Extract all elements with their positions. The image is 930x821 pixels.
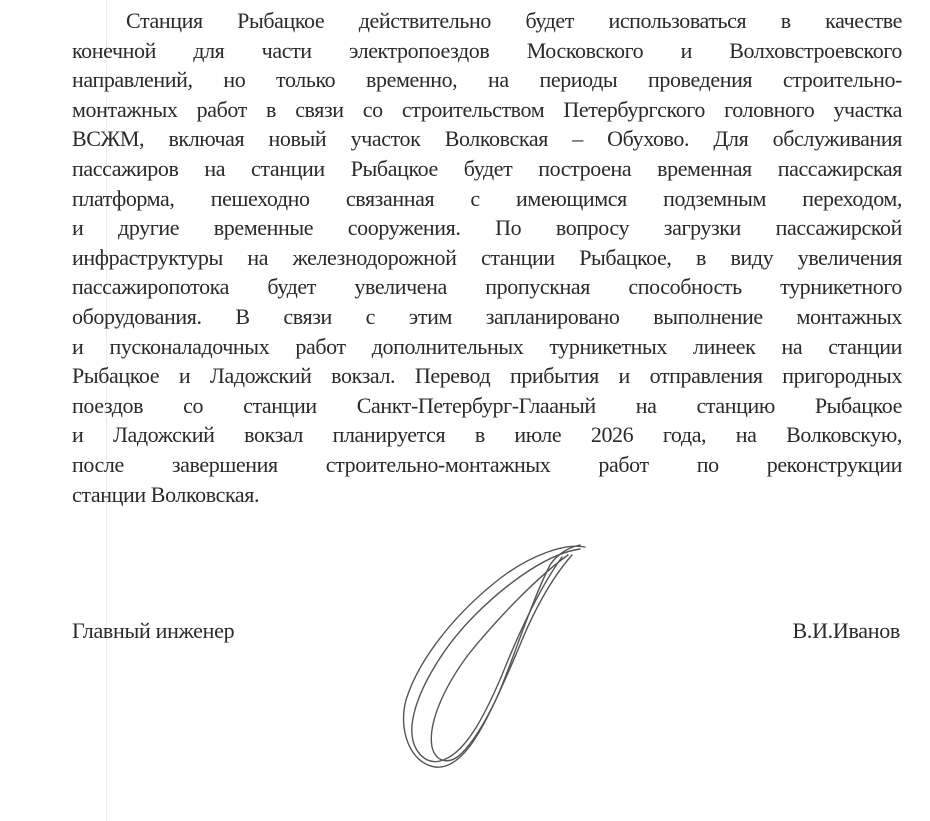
body-line: Станция Рыбацкое действительно будет использоваться в качестве [126, 8, 902, 33]
body-line: и пусконаладочных работ дополнительных турникетных линеек на станции [72, 333, 902, 359]
body-line: пассажиров на станции Рыбацкое будет построена временная пассажирская [72, 155, 902, 181]
signatory-name: В.И.Иванов [792, 618, 900, 643]
body-line: и Ладожский вокзал планируется в июле 2026 года, на Волковскую, [72, 422, 902, 448]
letter-body [72, 6, 902, 509]
body-line: конечной для части электропоездов Московского и Волховстроевского [72, 37, 902, 63]
body-line: направлений, но только временно, на периоды проведения строительно- [72, 67, 902, 93]
signatory-position: Главный инженер [72, 618, 235, 643]
body-line: ВСЖМ, включая новый участок Волковская – Обухово. Для обслуживания [72, 126, 902, 152]
body-line: станции Волковская. [72, 481, 260, 507]
body-line: после завершения строительно-монтажных работ по реконструкции [72, 451, 902, 477]
handwritten-signature [380, 535, 610, 775]
body-line: инфраструктуры на железнодорожной станции Рыбацкое, в виду увеличения [72, 244, 902, 270]
body-line: платформа, пешеходно связанная с имеющимся подземным переходом, [72, 185, 902, 211]
body-line: и другие временные сооружения. По вопросу загрузки пассажирской [72, 215, 902, 241]
body-line: оборудования. В связи с этим запланировано выполнение монтажных [72, 303, 902, 329]
body-line: поездов со станции Санкт-Петербург-Глааный на станцию Рыбацкое [72, 392, 902, 418]
body-line: Рыбацкое и Ладожский вокзал. Перевод прибытия и отправления пригородных [72, 363, 902, 389]
body-line: монтажных работ в связи со строительством Петербургского головного участка [72, 96, 902, 122]
body-line: пассажиропотока будет увеличена пропускная способность турникетного [72, 274, 902, 300]
